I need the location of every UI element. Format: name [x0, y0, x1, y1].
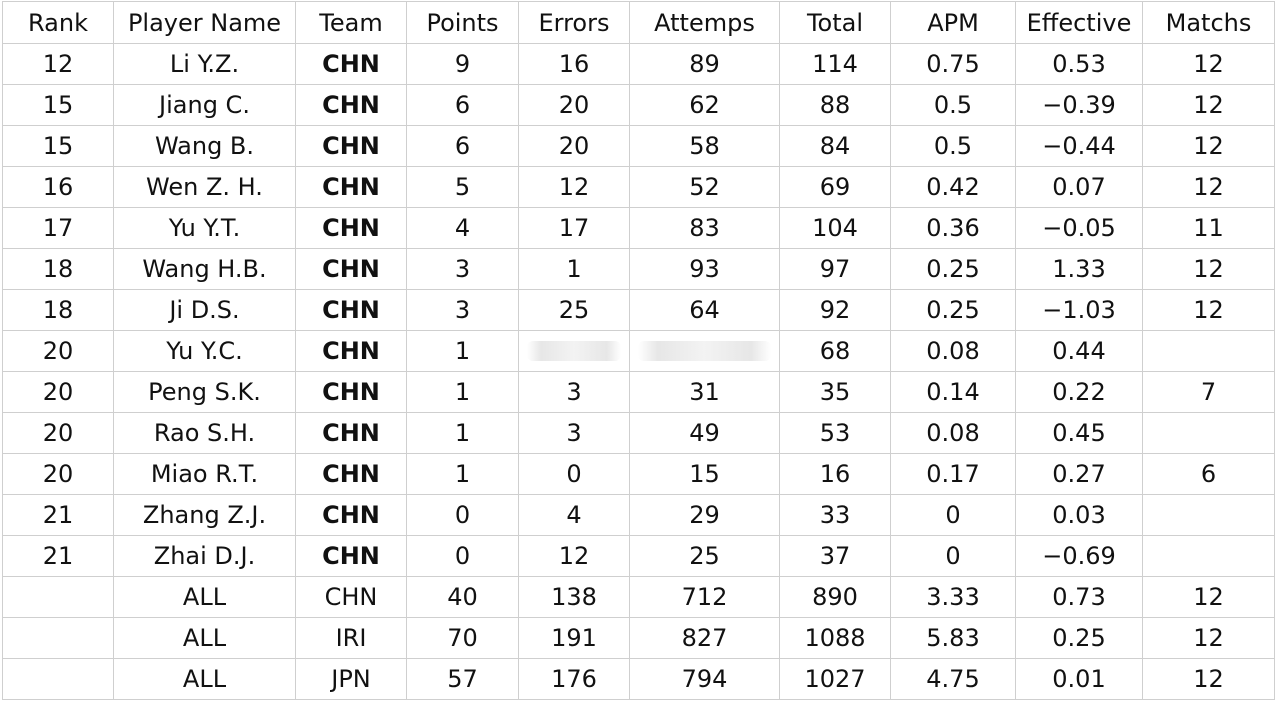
effective-cell: 0.01	[1016, 659, 1143, 700]
player-name-cell: Rao S.H.	[114, 413, 296, 454]
player-name-cell: ALL	[114, 659, 296, 700]
effective-cell: 0.07	[1016, 167, 1143, 208]
player-row	[3, 413, 1275, 454]
effective-cell: 1.33	[1016, 249, 1143, 290]
team-total-row	[3, 659, 1275, 700]
points-cell: 6	[407, 85, 519, 126]
matches-cell	[1143, 495, 1275, 536]
apm-cell: 0.5	[891, 126, 1016, 167]
player-name-cell: Ji D.S.	[114, 290, 296, 331]
effective-cell: −1.03	[1016, 290, 1143, 331]
apm-cell: 0.25	[891, 290, 1016, 331]
player-name-cell: Zhang Z.J.	[114, 495, 296, 536]
attempts-cell: 827	[630, 618, 780, 659]
team-cell: CHN	[296, 454, 407, 495]
player-row	[3, 331, 1275, 372]
total-cell: 890	[780, 577, 891, 618]
rank-cell: 15	[3, 85, 114, 126]
errors-cell: 1	[519, 249, 630, 290]
apm-cell: 0.08	[891, 331, 1016, 372]
effective-cell: 0.27	[1016, 454, 1143, 495]
redaction-blur	[638, 341, 771, 361]
attempts-cell: 89	[630, 44, 780, 85]
rank-cell: 21	[3, 495, 114, 536]
matches-cell: 11	[1143, 208, 1275, 249]
header-errors: Errors	[519, 2, 630, 44]
player-row	[3, 167, 1275, 208]
attempts-cell: 25	[630, 536, 780, 577]
total-cell: 1088	[780, 618, 891, 659]
rank-cell: 20	[3, 413, 114, 454]
points-cell: 1	[407, 372, 519, 413]
team-cell: CHN	[296, 290, 407, 331]
matches-cell: 12	[1143, 618, 1275, 659]
points-cell: 3	[407, 249, 519, 290]
matches-cell: 12	[1143, 659, 1275, 700]
points-cell: 57	[407, 659, 519, 700]
team-cell: IRI	[296, 618, 407, 659]
attempts-cell: 29	[630, 495, 780, 536]
rank-cell: 20	[3, 331, 114, 372]
header-total: Total	[780, 2, 891, 44]
effective-cell: 0.44	[1016, 331, 1143, 372]
effective-cell: 0.22	[1016, 372, 1143, 413]
team-cell: CHN	[296, 85, 407, 126]
points-cell: 5	[407, 167, 519, 208]
player-row	[3, 372, 1275, 413]
player-name-cell: Li Y.Z.	[114, 44, 296, 85]
apm-cell: 5.83	[891, 618, 1016, 659]
team-cell: CHN	[296, 495, 407, 536]
player-name-cell: Yu Y.T.	[114, 208, 296, 249]
matches-cell: 12	[1143, 44, 1275, 85]
matches-cell: 12	[1143, 167, 1275, 208]
effective-cell: 0.53	[1016, 44, 1143, 85]
header-rank: Rank	[3, 2, 114, 44]
errors-cell: 12	[519, 167, 630, 208]
apm-cell: 0.08	[891, 413, 1016, 454]
points-cell: 40	[407, 577, 519, 618]
apm-cell: 4.75	[891, 659, 1016, 700]
matches-cell	[1143, 331, 1275, 372]
errors-cell: 4	[519, 495, 630, 536]
team-cell: CHN	[296, 167, 407, 208]
effective-cell: −0.05	[1016, 208, 1143, 249]
player-name-cell: Wen Z. H.	[114, 167, 296, 208]
points-cell: 1	[407, 454, 519, 495]
player-name-cell: Miao R.T.	[114, 454, 296, 495]
errors-cell: 3	[519, 372, 630, 413]
total-cell: 33	[780, 495, 891, 536]
points-cell: 1	[407, 331, 519, 372]
rank-cell: 17	[3, 208, 114, 249]
total-cell: 97	[780, 249, 891, 290]
player-row	[3, 126, 1275, 167]
errors-cell: 17	[519, 208, 630, 249]
matches-cell: 6	[1143, 454, 1275, 495]
rank-cell	[3, 659, 114, 700]
matches-cell	[1143, 413, 1275, 454]
total-cell: 69	[780, 167, 891, 208]
rank-cell: 18	[3, 249, 114, 290]
effective-cell: −0.69	[1016, 536, 1143, 577]
team-cell: CHN	[296, 372, 407, 413]
effective-cell: 0.03	[1016, 495, 1143, 536]
matches-cell: 12	[1143, 126, 1275, 167]
apm-cell: 0.42	[891, 167, 1016, 208]
effective-cell: −0.39	[1016, 85, 1143, 126]
attempts-cell: 93	[630, 249, 780, 290]
errors-cell: 12	[519, 536, 630, 577]
team-total-row	[3, 618, 1275, 659]
matches-cell: 7	[1143, 372, 1275, 413]
player-row	[3, 85, 1275, 126]
attempts-cell: 794	[630, 659, 780, 700]
attempts-cell: 62	[630, 85, 780, 126]
errors-cell: 0	[519, 454, 630, 495]
player-stats-table	[2, 1, 1275, 700]
errors-cell: 20	[519, 126, 630, 167]
matches-cell: 12	[1143, 290, 1275, 331]
points-cell: 4	[407, 208, 519, 249]
player-name-cell: Yu Y.C.	[114, 331, 296, 372]
rank-cell	[3, 618, 114, 659]
attempts-cell	[630, 331, 780, 372]
team-cell: CHN	[296, 577, 407, 618]
total-cell: 16	[780, 454, 891, 495]
errors-cell: 176	[519, 659, 630, 700]
errors-cell: 25	[519, 290, 630, 331]
total-cell: 35	[780, 372, 891, 413]
header-player-name: Player Name	[114, 2, 296, 44]
attempts-cell: 15	[630, 454, 780, 495]
player-name-cell: Wang H.B.	[114, 249, 296, 290]
effective-cell: 0.45	[1016, 413, 1143, 454]
total-cell: 37	[780, 536, 891, 577]
errors-cell: 3	[519, 413, 630, 454]
player-row	[3, 208, 1275, 249]
player-row	[3, 44, 1275, 85]
player-row	[3, 536, 1275, 577]
points-cell: 70	[407, 618, 519, 659]
matches-cell: 12	[1143, 85, 1275, 126]
player-name-cell: Jiang C.	[114, 85, 296, 126]
player-name-cell: ALL	[114, 618, 296, 659]
effective-cell: 0.25	[1016, 618, 1143, 659]
team-cell: JPN	[296, 659, 407, 700]
team-cell: CHN	[296, 413, 407, 454]
points-cell: 0	[407, 495, 519, 536]
attempts-cell: 31	[630, 372, 780, 413]
team-cell: CHN	[296, 126, 407, 167]
rank-cell: 12	[3, 44, 114, 85]
header-matches: Matchs	[1143, 2, 1275, 44]
apm-cell: 0	[891, 495, 1016, 536]
team-total-row	[3, 577, 1275, 618]
header-attempts: Attemps	[630, 2, 780, 44]
total-cell: 92	[780, 290, 891, 331]
errors-cell: 20	[519, 85, 630, 126]
player-row	[3, 495, 1275, 536]
effective-cell: −0.44	[1016, 126, 1143, 167]
points-cell: 6	[407, 126, 519, 167]
team-cell: CHN	[296, 249, 407, 290]
total-cell: 84	[780, 126, 891, 167]
points-cell: 9	[407, 44, 519, 85]
total-cell: 68	[780, 331, 891, 372]
total-cell: 53	[780, 413, 891, 454]
apm-cell: 0.75	[891, 44, 1016, 85]
rank-cell	[3, 577, 114, 618]
points-cell: 0	[407, 536, 519, 577]
rank-cell: 18	[3, 290, 114, 331]
total-cell: 1027	[780, 659, 891, 700]
apm-cell: 0.5	[891, 85, 1016, 126]
header-row	[3, 2, 1275, 44]
matches-cell: 12	[1143, 577, 1275, 618]
matches-cell: 12	[1143, 249, 1275, 290]
team-cell: CHN	[296, 331, 407, 372]
apm-cell: 0.36	[891, 208, 1016, 249]
attempts-cell: 83	[630, 208, 780, 249]
apm-cell: 0.17	[891, 454, 1016, 495]
total-cell: 88	[780, 85, 891, 126]
errors-cell	[519, 331, 630, 372]
apm-cell: 3.33	[891, 577, 1016, 618]
errors-cell: 16	[519, 44, 630, 85]
points-cell: 1	[407, 413, 519, 454]
attempts-cell: 58	[630, 126, 780, 167]
player-name-cell: Zhai D.J.	[114, 536, 296, 577]
apm-cell: 0.25	[891, 249, 1016, 290]
player-row	[3, 454, 1275, 495]
rank-cell: 20	[3, 454, 114, 495]
attempts-cell: 64	[630, 290, 780, 331]
errors-cell: 138	[519, 577, 630, 618]
points-cell: 3	[407, 290, 519, 331]
team-cell: CHN	[296, 44, 407, 85]
apm-cell: 0.14	[891, 372, 1016, 413]
rank-cell: 15	[3, 126, 114, 167]
attempts-cell: 49	[630, 413, 780, 454]
player-row	[3, 249, 1275, 290]
effective-cell: 0.73	[1016, 577, 1143, 618]
total-cell: 104	[780, 208, 891, 249]
redaction-blur	[527, 341, 621, 361]
player-name-cell: Wang B.	[114, 126, 296, 167]
rank-cell: 21	[3, 536, 114, 577]
rank-cell: 16	[3, 167, 114, 208]
player-name-cell: Peng S.K.	[114, 372, 296, 413]
attempts-cell: 712	[630, 577, 780, 618]
team-cell: CHN	[296, 208, 407, 249]
table-body	[3, 44, 1275, 700]
rank-cell: 20	[3, 372, 114, 413]
header-points: Points	[407, 2, 519, 44]
header-apm: APM	[891, 2, 1016, 44]
apm-cell: 0	[891, 536, 1016, 577]
header-effective: Effective	[1016, 2, 1143, 44]
player-name-cell: ALL	[114, 577, 296, 618]
matches-cell	[1143, 536, 1275, 577]
header-team: Team	[296, 2, 407, 44]
errors-cell: 191	[519, 618, 630, 659]
total-cell: 114	[780, 44, 891, 85]
team-cell: CHN	[296, 536, 407, 577]
attempts-cell: 52	[630, 167, 780, 208]
player-row	[3, 290, 1275, 331]
